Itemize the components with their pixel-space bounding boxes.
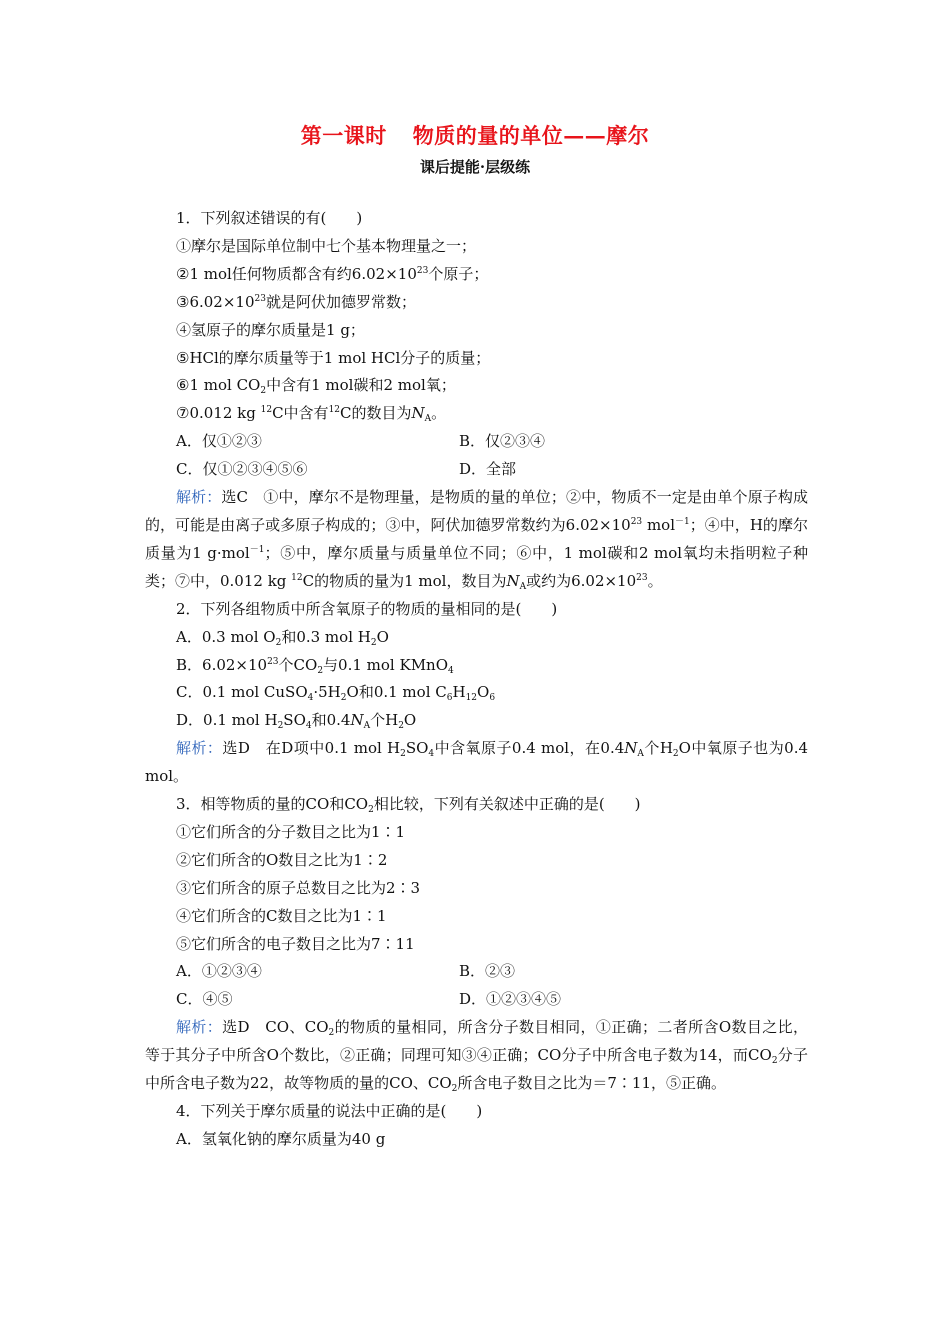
q3-option-d: D．①②③④⑤ (459, 990, 562, 1009)
analysis-label: 解析： (176, 1018, 223, 1037)
q3-statement-3: ③它们所含的原子总数目之比为2∶3 (176, 878, 421, 897)
q3-statement-1: ①它们所含的分子数目之比为1∶1 (176, 822, 406, 841)
q3-options-row-2 (145, 986, 808, 1014)
q2-option-b: B．$6.02\times 10^{23}$个$CO_2$与0.1 mol KMnO$_4$ (176, 655, 454, 676)
q3-statement-2: ②它们所含的O数目之比为1∶2 (176, 850, 388, 869)
page-title: 第一课时 物质的量的单位——摩尔 (300, 123, 650, 148)
q4-stem: 4．下列关于摩尔质量的说法中正确的是( ) (176, 1102, 483, 1120)
q1-statement-1: ①摩尔是国际单位制中七个基本物理量之一； (176, 236, 477, 255)
q1-option-c: C．仅①②③④⑤⑥ (176, 460, 308, 479)
q1-stem: 1．下列叙述错误的有( ) (176, 209, 363, 227)
q3-stem: 3．相等物质的量的CO和$CO_2$相比较，下列有关叙述中正确的是( ) (176, 795, 641, 816)
q3-option-a: A．①②③④ (176, 962, 262, 981)
q2-analysis: 解析：选D 在D项中0.1 mol $H_2SO_4$中含氧原子0.4 mol，在$0.4N_A$个$H_2O$中氧原子也为0.4 mol。 (145, 739, 809, 786)
q1-statement-7: ⑦0.012 kg $^{12}$C中含有$^{12}$C的数目为$N_A$。 (176, 404, 447, 425)
q3-option-c: C．④⑤ (176, 990, 233, 1009)
q3-statement-5: ⑤它们所含的电子数目之比为7∶11 (176, 934, 415, 953)
q1-statement-3: $③6.02\times 10^{23}$就是阿伏加德罗常数； (176, 292, 416, 311)
q1-option-b: B．仅②③④ (459, 432, 546, 451)
q3-statement-4: ④它们所含的C数目之比为1∶1 (176, 906, 387, 925)
q3-option-b: B．②③ (459, 962, 516, 981)
q1-option-a: A．仅①②③ (176, 432, 262, 451)
analysis-label: 解析： (176, 488, 222, 507)
q1-statement-2: ②1 mol任何物质都含有约$6.02\times 10^{23}$个原子； (176, 264, 489, 283)
q4-option-a: A．氢氧化钠的摩尔质量为40 g (176, 1129, 386, 1148)
q1-options-row-2 (145, 456, 808, 484)
page-subtitle: 课后提能·层级练 (419, 158, 531, 176)
q3-options-row-1 (145, 958, 808, 986)
q1-options-row-1 (145, 428, 808, 456)
q1-statement-6: ⑥1 mol $CO_2$中含有1 mol碳和2 mol氧； (176, 376, 456, 397)
q2-option-d: D．0.1 mol $H_2SO_4$和$0.4N_A$个$H_2O$ (176, 711, 417, 732)
q2-stem: 2．下列各组物质中所含氧原子的物质的量相同的是( ) (176, 599, 558, 618)
q1-statement-5: ⑤HCl的摩尔质量等于1 mol HCl分子的质量； (176, 348, 491, 367)
q2-option-c: C．0.1 mol $CuSO_4\cdot 5H_2O$和0.1 mol $C_6H_{12}O_6$ (176, 683, 496, 704)
q1-analysis: 解析：选C ①中，摩尔不是物理量，是物质的量的单位；②中，物质不一定是由单个原子构成的，可能是由离子或多原子构成的；③中，阿伏加德罗常数约为$6.02\times 10^{23}$ mol$^{-1}$；④中，H的摩尔质量为1 g·mol$^{-1}$；⑤中，摩尔质量与质量单位不同；⑥中，1 mol碳和2 mol氧均未指明粒子种类；⑦中，0.012 kg $^{12}$C的物质的量为1 mol，数目为$N_A$或约为$6.02\times 10^{23}$。 (145, 488, 809, 592)
question-list (145, 205, 808, 1154)
q1-option-d: D．全部 (459, 460, 517, 479)
q3-analysis: 解析：选D CO、$CO_2$的物质的量相同，所含分子数目相同，①正确；二者所含O数目之比，等于其分子中所含O个数比，②正确；同理可知③④正确；CO分子中所含电子数为14，而$CO_2$分子中所含电子数为22，故等物质的量的CO、$CO_2$所含电子数目之比为＝7∶11，⑤正确。 (145, 1018, 808, 1095)
q1-statement-4: ④氢原子的摩尔质量是1 g； (176, 320, 365, 339)
q2-option-a: A．0.3 mol $O_2$和0.3 mol $H_2O$ (176, 627, 389, 648)
analysis-label: 解析： (176, 739, 223, 758)
